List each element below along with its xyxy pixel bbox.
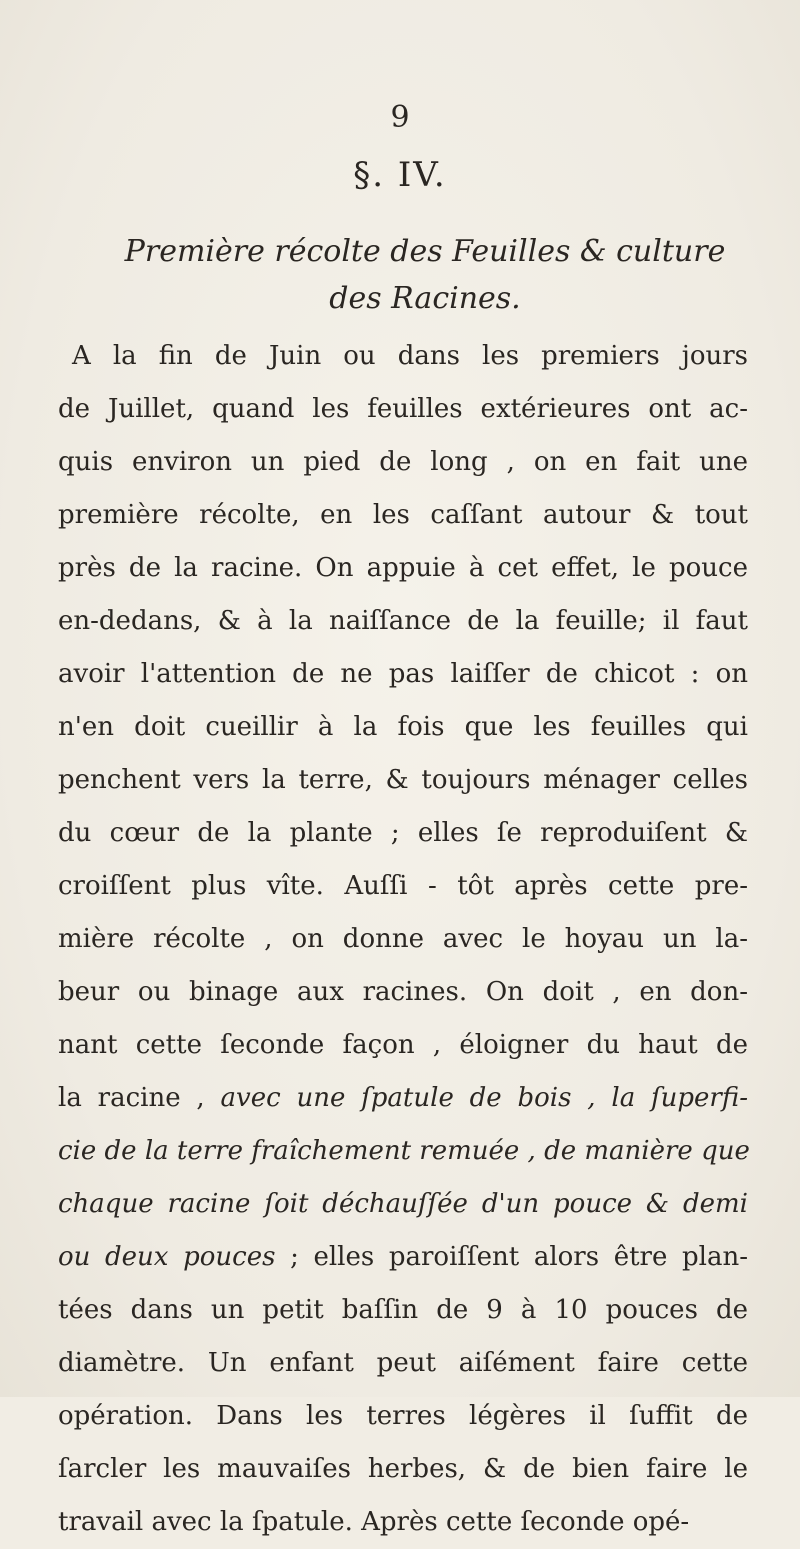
text-segment-italic: ou deux pouces [58,1242,276,1272]
text-line: avoir l'attention de ne pas laiſſer de chicot : on [58,659,748,689]
text-line: tées dans un petit baſſin de 9 à 10 pouces de [58,1295,748,1325]
title-line-2: des Racines. [329,281,521,316]
text-line: du cœur de la plante ; elles ſe reproduiſent & [58,818,748,848]
text-segment: la racine , [58,1083,221,1113]
text-line: opération. Dans les terres légères il ſuffit de [58,1401,748,1431]
text-line: chaque racine ſoit déchauſſée d'un pouce & demi [58,1189,748,1219]
text-line: quis environ un pied de long , on en fait une [58,447,748,477]
text-line: ſarcler les mauvaiſes herbes, & de bien faire le [58,1454,748,1484]
text-line: A la fin de Juin ou dans les premiers jours [72,341,748,371]
text-line: n'en doit cueillir à la fois que les feuilles qui [58,712,748,742]
text-line: mière récolte , on donne avec le hoyau un la- [58,924,748,954]
title-line-1: Première récolte des Feuilles & culture [124,234,726,269]
body-text [58,330,748,1549]
text-line: première récolte, en les caſſant autour & tout [58,500,748,530]
text-line-mixed [58,1231,748,1284]
text-line: beur ou binage aux racines. On doit , en don- [58,977,748,1007]
text-line: nant cette ſeconde façon , éloigner du haut de [58,1030,748,1060]
text-line: en-dedans, & à la naiſſance de la feuille; il faut [58,606,748,636]
text-line: de Juillet, quand les feuilles extérieures ont ac- [58,394,748,424]
text-line: diamètre. Un enfant peut aiſément faire cette [58,1348,748,1378]
chapter-title [90,228,760,322]
text-segment: ; elles paroiſſent alors être plan- [275,1242,748,1272]
text-segment-italic: avec une ſpatule de bois , la ſuperfi- [220,1083,748,1113]
text-line-mixed [58,1072,748,1125]
text-line: penchent vers la terre, & toujours ménager celles [58,765,748,795]
text-line: travail avec la ſpatule. Après cette ſeconde opé- [58,1507,690,1537]
text-line: cie de la terre fraîchement remuée , de manière que [58,1136,750,1166]
text-line: croiſſent plus vîte. Auſſi - tôt après cette pre- [58,871,748,901]
page-number: 9 [390,100,410,135]
section-heading: §. IV. [353,155,447,195]
text-line: près de la racine. On appuie à cet effet, le pouce [58,553,748,583]
